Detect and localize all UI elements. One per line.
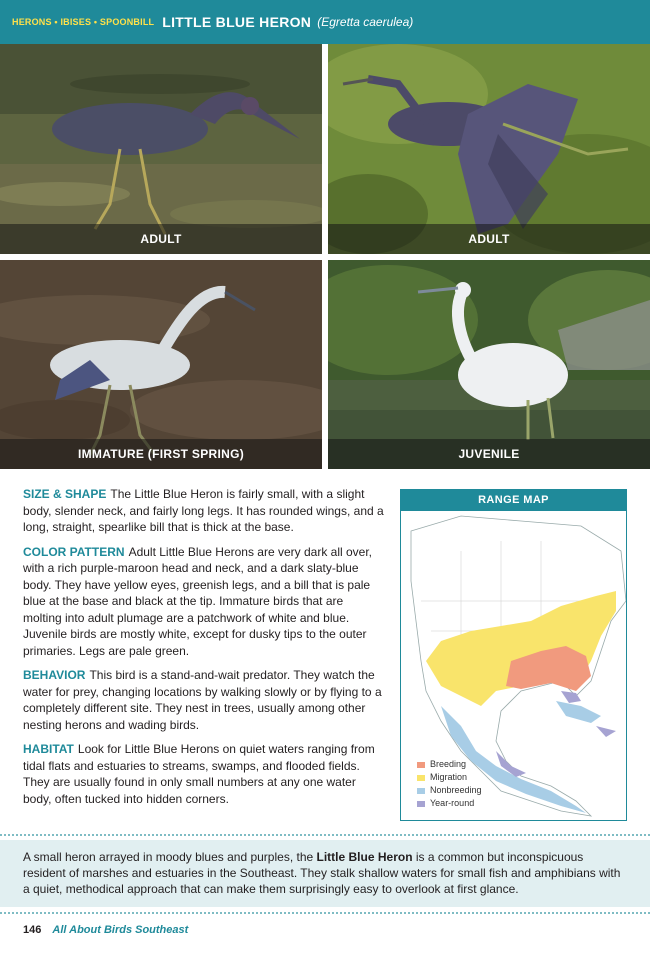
page-footer <box>23 924 188 936</box>
page-header <box>0 0 650 44</box>
photo-caption: ADULT <box>0 224 322 254</box>
section-body: The Little Blue Heron is fairly small, with a slight body, slender neck, and fairly long legs. It has rounded wings, and a long, straight, spearlike bill that is thick at the base. <box>23 487 384 534</box>
range-map <box>400 489 627 821</box>
summary-text-after: is a common but inconspicuous resident of marshes and estuaries in the Southeast. They stalk shallow waters for small fish and amphibians with a quiet, methodical approach that can make them surprisingly easy to overlook at first glance. <box>23 850 621 896</box>
divider-bottom <box>0 912 650 914</box>
section-size-shape <box>23 486 385 536</box>
section-heading: BEHAVIOR <box>23 668 86 682</box>
divider-top <box>0 834 650 836</box>
heron-immature-image <box>0 260 322 469</box>
summary-species-name: Little Blue Heron <box>316 850 413 864</box>
legend-label: Year-round <box>430 798 475 808</box>
range-map-legend <box>417 758 482 810</box>
heron-juvenile-image <box>328 260 650 469</box>
photo-caption: ADULT <box>328 224 650 254</box>
legend-swatch <box>417 801 425 807</box>
section-color-pattern <box>23 544 385 660</box>
legend-label: Migration <box>430 772 468 782</box>
legend-swatch <box>417 775 425 781</box>
photo-immature <box>0 260 322 469</box>
photo-juvenile <box>328 260 650 469</box>
summary-text-before: A small heron arrayed in moody blues and purples, the <box>23 850 317 864</box>
legend-item-nonbreeding <box>417 784 482 797</box>
photo-adult-flying <box>328 44 650 254</box>
section-heading: SIZE & SHAPE <box>23 487 107 501</box>
species-summary <box>0 840 650 907</box>
section-heading: COLOR PATTERN <box>23 544 125 559</box>
page-number: 146 <box>23 924 42 936</box>
section-behavior <box>23 667 385 733</box>
scientific-name: (Egretta caerulea) <box>317 15 414 29</box>
legend-swatch <box>417 788 425 794</box>
section-body: This bird is a stand-and-wait predator. They watch the water for prey, changing locations by walking slowly or by flying to a completely different site. They nest in trees, usually among other nesting herons and wading birds. <box>23 668 382 732</box>
section-body: Adult Little Blue Herons are very dark all over, with a rich purple-maroon head and neck, and a dark slaty-blue body. They have yellow eyes, greenish legs, and a bill that is pale blue at the base and black at the tip. Immature birds that are molting into adult plumage are a patchwork of white and blue. Juvenile birds are mostly white, except for dusky tips to the outer primaries. Legs are pale green. <box>23 544 373 658</box>
book-title: All About Birds Southeast <box>52 924 189 936</box>
photo-caption: IMMATURE (FIRST SPRING) <box>0 439 322 469</box>
legend-label: Nonbreeding <box>430 785 482 795</box>
heron-adult-wading-image <box>0 44 322 254</box>
family-label: HERONS • IBISES • SPOONBILL <box>12 17 155 27</box>
range-map-title: RANGE MAP <box>401 490 626 511</box>
photo-adult-wading <box>0 44 322 254</box>
section-heading: HABITAT <box>23 742 74 756</box>
section-habitat <box>23 741 385 807</box>
legend-item-year-round <box>417 797 482 810</box>
photo-caption: JUVENILE <box>328 439 650 469</box>
section-body: Look for Little Blue Herons on quiet waters ranging from tidal flats and estuaries to streams, swamps, and flooded fields. They are usually found in only small numbers at any one water body, often tucked into hidden corners. <box>23 742 375 806</box>
legend-swatch <box>417 762 425 768</box>
species-description <box>23 486 385 815</box>
species-title: LITTLE BLUE HERON <box>162 14 312 30</box>
heron-adult-flying-image <box>328 44 650 254</box>
legend-item-migration <box>417 771 482 784</box>
legend-item-breeding <box>417 758 482 771</box>
legend-label: Breeding <box>430 759 467 769</box>
